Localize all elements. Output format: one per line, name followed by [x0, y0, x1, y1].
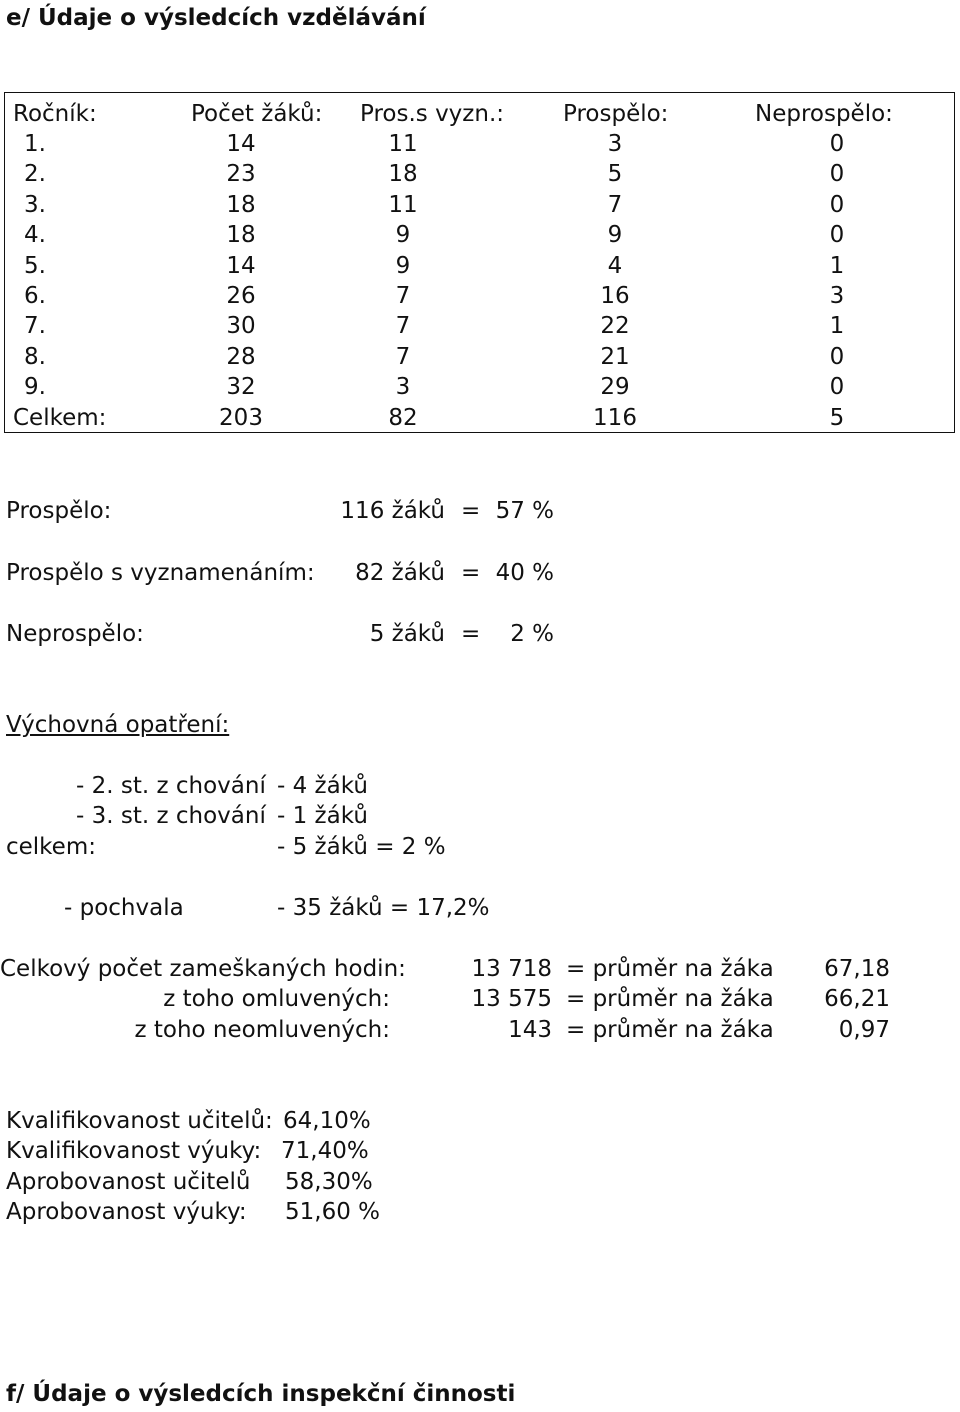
table-row-cell: 3 — [829, 283, 845, 309]
table-row-cell: 7 — [395, 343, 411, 370]
table-row-cell: 18 — [388, 161, 418, 188]
table-row-cell: 14 — [226, 252, 256, 279]
measure-label: - 3. st. z chování — [76, 803, 266, 829]
table-row-cell: 29 — [600, 374, 630, 401]
qualification-label: Aprobovanost učitelů — [6, 1169, 251, 1195]
absence-hours: 13 575 — [471, 986, 552, 1012]
table-row-cell: 7 — [607, 191, 623, 218]
table-row-cell: 7 — [395, 313, 411, 340]
table-row-cell: 7 — [395, 283, 411, 309]
table-row-cell: 0 — [829, 374, 845, 401]
summary-label: Neprospělo: — [6, 621, 144, 647]
summary-label: Prospělo s vyznamenáním: — [6, 560, 315, 586]
table-row-label: 8. — [24, 343, 46, 370]
table-row-cell: 18 — [226, 191, 256, 218]
table-row-cell: 28 — [226, 343, 256, 370]
results-table — [4, 92, 955, 433]
table-row-cell: 26 — [226, 283, 256, 309]
table-row-label: 9. — [24, 374, 46, 401]
measure-label: - 2. st. z chování — [76, 773, 266, 799]
table-header-cell: Pros.s vyzn.: — [360, 101, 505, 127]
measure-value: - 1 žáků — [277, 803, 368, 829]
table-row-cell: 3 — [607, 131, 623, 157]
measure-value: - 4 žáků — [277, 773, 368, 799]
table-total-cell: 5 — [829, 404, 845, 431]
table-row-cell: 22 — [600, 313, 630, 340]
table-row-cell: 0 — [829, 191, 845, 218]
qualification-value: 71,40% — [281, 1138, 369, 1164]
table-row-label: 2. — [24, 161, 46, 188]
summary-percent: 40 % — [495, 560, 554, 586]
summary-percent: 2 % — [510, 621, 554, 647]
summary-count: 82 žáků — [355, 560, 445, 586]
table-row-cell: 0 — [829, 161, 845, 188]
absence-hours: 13 718 — [471, 956, 552, 982]
table-row-cell: 9 — [607, 222, 623, 249]
table-row-label: 4. — [24, 222, 46, 249]
absence-average-text: = průměr na žáka — [566, 1017, 774, 1043]
table-row-label: 7. — [24, 313, 46, 340]
table-total-label: Celkem: — [13, 404, 107, 431]
table-row-label: 1. — [24, 131, 46, 157]
absence-hours: 143 — [508, 1017, 552, 1043]
qualification-label: Aprobovanost výuky: — [6, 1199, 247, 1225]
table-row-cell: 3 — [395, 374, 411, 401]
absence-label: Celkový počet zameškaných hodin: — [0, 956, 406, 982]
table-header-cell: Neprospělo: — [755, 101, 893, 127]
table-row-label: 5. — [24, 252, 46, 279]
summary-percent: 57 % — [495, 498, 554, 524]
table-header-cell: Počet žáků: — [191, 101, 323, 127]
table-row-cell: 0 — [829, 343, 845, 370]
qualification-value: 64,10% — [283, 1108, 371, 1134]
table-row-cell: 1 — [829, 313, 845, 340]
absence-average-value: 66,21 — [824, 986, 890, 1012]
absence-average-value: 67,18 — [824, 956, 890, 982]
table-row-cell: 23 — [226, 161, 256, 188]
table-row-cell: 5 — [607, 161, 623, 188]
table-row-cell: 0 — [829, 222, 845, 249]
table-row-cell: 21 — [600, 343, 630, 370]
table-row-cell: 11 — [388, 191, 418, 218]
summary-label: Prospělo: — [6, 498, 112, 524]
summary-count: 5 žáků — [369, 621, 445, 647]
section-f-title: f/ Údaje o výsledcích inspekční činnosti — [6, 1381, 516, 1407]
praise-label: - pochvala — [64, 895, 184, 921]
praise-value: - 35 žáků = 17,2% — [277, 895, 490, 921]
table-total-cell: 203 — [219, 404, 263, 431]
measures-heading: Výchovná opatření: — [6, 712, 230, 738]
qualification-value: 51,60 % — [285, 1199, 381, 1225]
table-row-cell: 1 — [829, 252, 845, 279]
absence-label: z toho neomluvených: — [134, 1017, 390, 1043]
qualification-value: 58,30% — [285, 1169, 373, 1195]
section-e-title: e/ Údaje o výsledcích vzdělávání — [6, 5, 426, 31]
table-total-cell: 116 — [593, 404, 637, 431]
table-row-cell: 11 — [388, 131, 418, 157]
table-row-cell: 18 — [226, 222, 256, 249]
measures-total-label: celkem: — [6, 834, 96, 860]
table-row-cell: 9 — [395, 222, 411, 249]
table-row-cell: 4 — [607, 252, 623, 279]
summary-equals: = — [461, 560, 481, 586]
summary-equals: = — [461, 498, 481, 524]
table-row-cell: 14 — [226, 131, 256, 157]
table-row-label: 3. — [24, 191, 46, 218]
table-row-cell: 30 — [226, 313, 256, 340]
table-header-cell: Prospělo: — [563, 101, 669, 127]
summary-equals: = — [461, 621, 481, 647]
table-row-cell: 32 — [226, 374, 256, 401]
table-row-cell: 9 — [395, 252, 411, 279]
table-total-cell: 82 — [388, 404, 418, 431]
absence-label: z toho omluvených: — [163, 986, 390, 1012]
table-row-cell: 16 — [600, 283, 630, 309]
qualification-label: Kvalifikovanost učitelů: — [6, 1108, 273, 1134]
absence-average-value: 0,97 — [838, 1017, 890, 1043]
table-row-label: 6. — [24, 283, 46, 309]
table-row-cell: 0 — [829, 131, 845, 157]
qualification-label: Kvalifikovanost výuky: — [6, 1138, 262, 1164]
table-header-cell: Ročník: — [13, 101, 97, 127]
absence-average-text: = průměr na žáka — [566, 986, 774, 1012]
measures-total-value: - 5 žáků = 2 % — [277, 834, 446, 860]
absence-average-text: = průměr na žáka — [566, 956, 774, 982]
summary-count: 116 žáků — [340, 498, 445, 524]
